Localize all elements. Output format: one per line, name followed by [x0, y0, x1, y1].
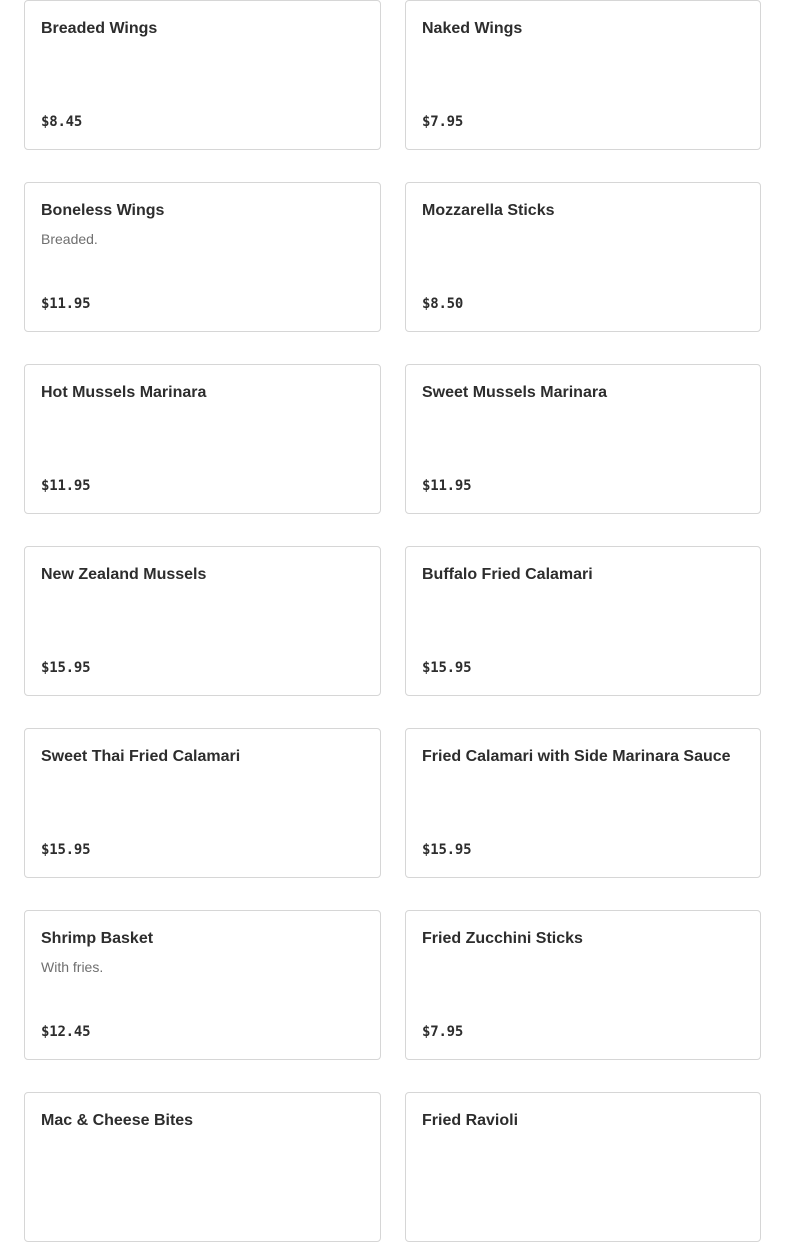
menu-item-card[interactable] — [24, 910, 381, 1060]
menu-item-card[interactable] — [405, 1092, 761, 1242]
menu-item-card[interactable] — [405, 0, 761, 150]
menu-item-price: $12.45 — [41, 1024, 91, 1040]
menu-item-description: Breaded. — [41, 231, 98, 247]
menu-item-card[interactable] — [24, 0, 381, 150]
menu-item-card[interactable] — [405, 364, 761, 514]
menu-item-grid — [24, 0, 761, 1242]
menu-item-card[interactable] — [24, 364, 381, 514]
menu-item-card[interactable] — [405, 546, 761, 696]
menu-item-name: New Zealand Mussels — [41, 566, 207, 583]
menu-item-name: Fried Ravioli — [422, 1112, 519, 1129]
menu-item-card[interactable] — [24, 546, 381, 696]
menu-item-card[interactable] — [24, 182, 381, 332]
menu-item-name: Naked Wings — [422, 20, 523, 37]
menu-item-name: Breaded Wings — [41, 20, 158, 37]
menu-item-price: $15.95 — [41, 660, 91, 676]
menu-item-price: $7.95 — [422, 114, 464, 130]
menu-item-price: $7.95 — [422, 1024, 464, 1040]
menu-item-name: Hot Mussels Marinara — [41, 384, 207, 401]
menu-item-price: $11.95 — [422, 478, 472, 494]
menu-item-price: $11.95 — [41, 478, 91, 494]
menu-item-name: Buffalo Fried Calamari — [422, 566, 593, 583]
menu-item-description: With fries. — [41, 959, 104, 975]
menu-item-name: Boneless Wings — [41, 202, 165, 219]
menu-item-name: Sweet Mussels Marinara — [422, 384, 607, 401]
menu-item-price: $15.95 — [422, 842, 472, 858]
menu-item-price: $8.45 — [41, 114, 83, 130]
menu-item-name: Fried Zucchini Sticks — [422, 930, 583, 947]
menu-item-card[interactable] — [405, 910, 761, 1060]
menu-item-price: $15.95 — [422, 660, 472, 676]
menu-item-card[interactable] — [24, 728, 381, 878]
menu-item-name: Mac & Cheese Bites — [41, 1112, 194, 1129]
menu-item-price: $11.95 — [41, 296, 91, 312]
menu-item-card[interactable] — [405, 728, 761, 878]
menu-item-name: Sweet Thai Fried Calamari — [41, 748, 241, 765]
menu-item-name: Mozzarella Sticks — [422, 202, 555, 219]
menu-item-price: $8.50 — [422, 296, 464, 312]
menu-item-card[interactable] — [405, 182, 761, 332]
menu-item-name: Fried Calamari with Side Marinara Sauce — [422, 748, 731, 765]
menu-item-card[interactable] — [24, 1092, 381, 1242]
menu-item-name: Shrimp Basket — [41, 930, 154, 947]
menu-item-price: $15.95 — [41, 842, 91, 858]
